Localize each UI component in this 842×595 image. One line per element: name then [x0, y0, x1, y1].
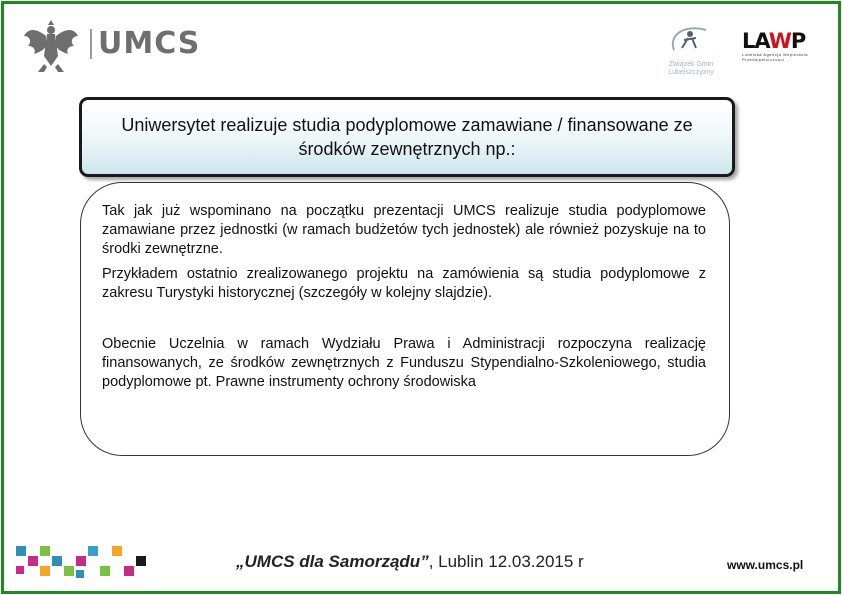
pixel-mosaic-decoration — [12, 542, 152, 582]
zgl-logo — [660, 24, 722, 76]
lawp-wordmark-w: W — [768, 29, 791, 53]
eagle-emblem-icon — [22, 14, 80, 74]
content-paragraph-3: Obecnie Uczelnia w ramach Wydziału Prawa i Administracji rozpoczyna realizację finansowanych, ze środków zewnętrznych z Funduszu Stypendialno-Szkoleniowego, studia podyplomowe pt. Prawne instrumenty ochrony środowiska — [102, 336, 706, 390]
zgl-logo-text: Związek Gmin Lubelszczyzny — [668, 61, 714, 76]
lawp-logo — [742, 30, 816, 62]
zgl-emblem-icon — [666, 24, 716, 54]
footer-event-place-date: , Lublin 12.03.2015 r — [428, 552, 584, 571]
footer-event-name: „UMCS dla Samorządu” — [236, 552, 429, 571]
title-box — [79, 97, 735, 177]
lawp-wordmark: LAWP — [742, 29, 806, 53]
content-paragraph-2: Przykładem ostatnio zrealizowanego projektu na zamówienia są studia podyplomowe z zakresu Turystyki historycznej (szczegóły w kolejny slajdzie). — [102, 266, 706, 301]
footer-website-link[interactable]: www.umcs.pl — [727, 558, 804, 572]
lawp-logo-subtitle: Lubelska Agencja Wspierania Przedsiębiorczości — [742, 52, 808, 62]
content-box — [80, 182, 730, 456]
slide-title: Uniwersytet realizuje studia podyplomowe zamawiane / finansowane ze środków zewnętrznych np.: — [121, 115, 693, 159]
umcs-wordmark: UMCS — [90, 29, 200, 59]
content-paragraph-1: Tak jak już wspominano na początku prezentacji UMCS realizuje studia podyplomowe zamawiane przez jednostki (w ramach budżetów tych jednostek) ale również pozyskuje na to środki zewnętrzne. — [102, 203, 706, 257]
umcs-logo — [22, 14, 200, 74]
footer-event-text — [236, 552, 584, 572]
